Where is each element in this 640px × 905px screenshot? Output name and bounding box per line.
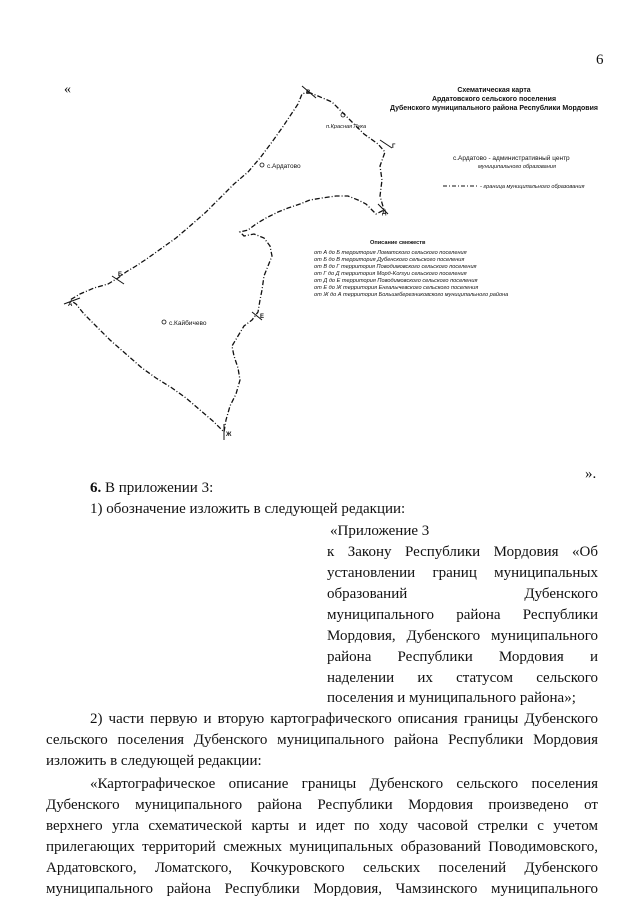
adjacency-line-2: от Б до В территория Дубенского сельского поселения [314,257,465,263]
map-title-line-2: Ардатовского сельского поселения [431,96,557,103]
opening-quote: « [64,82,71,97]
legend-center-label: с.Ардатово - административный центр [453,155,570,162]
item-6-heading [90,479,213,498]
adjacency-line-7: от Ж до А территория Большеберезниковского муниципального района [314,292,509,298]
point-letter-b: Б [118,272,123,278]
settlement-marker-ardatovo [260,163,264,167]
point-letter-zh: Ж [226,432,232,438]
para-line-2: Дубенского муниципального района Республики Мордовия произведено от [46,797,598,813]
adjacency-line-4: от Г до Д территория Морд-Korsyu сельского поселения [314,271,467,277]
appendix-line-2: к Закону Республики Мордовия «Об [327,544,598,560]
item-2-line-2: сельского поселения Дубенского муниципального района Республики Мордовия [46,732,598,748]
item-1-text: 1) обозначение изложить в следующей редакции: [90,501,406,517]
map-title-line-1: Схематическая карта [457,87,531,94]
page-number: 6 [596,52,604,68]
para-line-3: верхнего угла схематической карты и идет по ходу часовой стрелки с учетом [46,818,598,834]
map-title-line-3: Дубенского муниципального района Республики Мордовия [390,105,598,112]
settlement-ardatovo: с.Ардатово [267,163,301,170]
settlement-kaybichevo: с.Кайбичево [169,320,207,327]
appendix-title: «Приложение 3 [330,523,430,539]
para-line-6: муниципального района Республики Мордовия, Чамзинского муниципального [46,881,598,897]
adjacency-line-6: от Е до Ж территория Енгалычевского сельского поселения [314,285,479,291]
appendix-line-7: района Республики Мордовия и [327,649,598,665]
item-2-line-1: 2) части первую и вторую картографического описания границы Дубенского [90,711,598,727]
legend-boundary-label: - граница муниципального образования [480,184,585,190]
item-2-line-3: изложить в следующей редакции: [46,753,262,769]
point-letter-d: Д [382,210,387,216]
point-letter-a: А [68,302,73,308]
adjacency-title: Описание смежеств [370,240,426,246]
point-letter-e: Е [260,314,265,320]
item-6-number: 6. [90,480,102,496]
para-line-4: прилегающих территорий смежных муниципальных образований Поводимовского, [46,839,598,855]
appendix-line-5: муниципального района Республики [327,607,598,623]
para-line-5: Ардатовского, Ломатского, Кочкуровского сельских поселений Дубенского [46,860,598,876]
item-6-text: В приложении 3: [101,480,214,496]
appendix-line-3: установлении границ муниципальных [327,565,598,581]
para-line-1: «Картографическое описание границы Дубенского сельского поселения [90,776,598,792]
adjacency-line-3: от В до Г территория Поводимовского сельского поселения [314,264,477,270]
settlement-marker-kaybichevo [162,320,166,324]
adjacency-line-5: от Д до Е территория Поводимовского сельского поселения [314,278,478,284]
appendix-line-8: наделении их статусом сельского [327,670,598,686]
appendix-line-6: Мордовия, Дубенского муниципального [327,628,598,644]
appendix-line-4: образований Дубенского [327,586,598,602]
closing-quote: ». [585,466,597,482]
point-letter-v: В [306,90,311,96]
adjacency-line-1: от А до Б территория Ломатского сельского поселения [314,250,467,256]
legend-center-sub: муниципального образования [478,164,556,170]
point-letter-g: Г [392,144,396,150]
settlement-krasnaya-luka: п.Красная Лука [326,124,367,130]
appendix-line-9: поселения и муниципального района»; [327,690,576,706]
